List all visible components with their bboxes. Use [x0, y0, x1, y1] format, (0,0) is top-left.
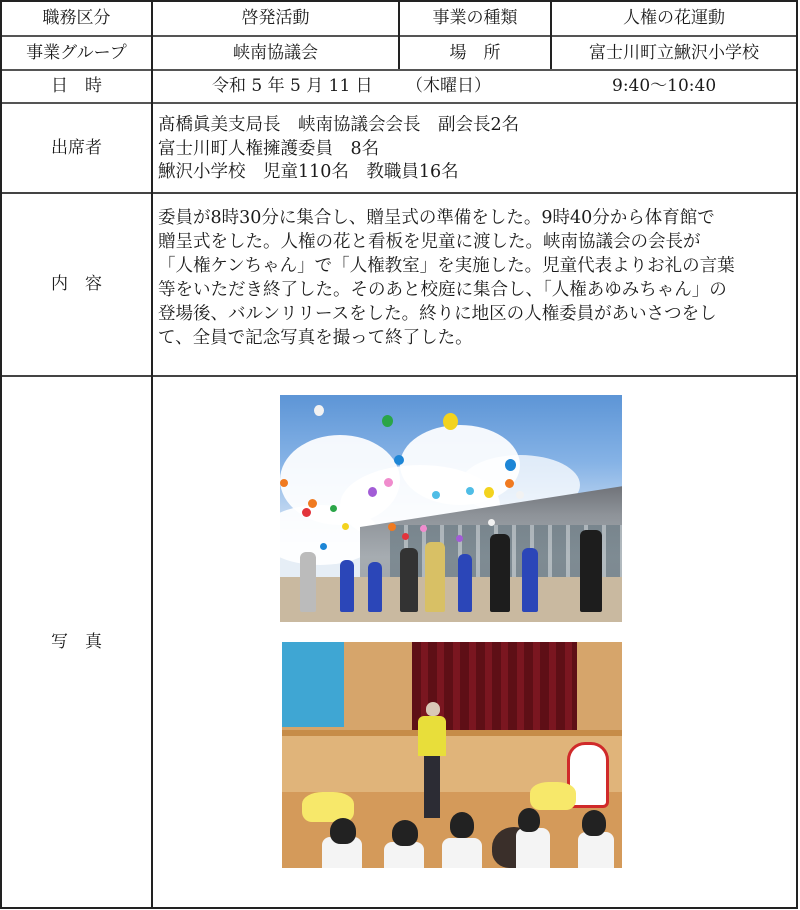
group-label: 事業グループ — [26, 42, 127, 63]
datetime-label: 日 時 — [51, 76, 102, 96]
photo-gym-stage — [282, 642, 622, 868]
attendee-line: 髙橋眞美支局長 峡南協議会会長 副会長2名 — [158, 115, 520, 135]
attendees-label: 出席者 — [51, 137, 102, 158]
attendee-line: 鰍沢小学校 児童110名 教職員16名 — [158, 162, 459, 182]
group-value: 峡南協議会 — [233, 42, 318, 63]
content-line: 等をいただき終了した。そのあと校庭に集合し、「人権あゆみちゃん」の — [158, 280, 727, 300]
time-value: 9:40～10:40 — [612, 76, 717, 96]
date-value: 令和 5 年 5 月 11 日 — [212, 76, 373, 96]
photos-label: 写 真 — [51, 631, 102, 652]
attendee-line: 富士川町人権擁護委員 8名 — [158, 138, 380, 159]
category-value: 啓発活動 — [241, 8, 310, 28]
project-type-value: 人権の花運動 — [623, 8, 725, 28]
category-label: 職務区分 — [42, 8, 111, 28]
content-line: 登場後、バルンリリースをした。終りに地区の人権委員があいさつをし — [158, 304, 717, 324]
photo-balloon-release — [280, 395, 622, 622]
content-line: 「人権ケンちゃん」で「人権教室」を実施した。児童代表よりお礼の言葉 — [158, 256, 735, 276]
weekday-value: （木曜日） — [406, 76, 491, 96]
content-line: 贈呈式をした。人権の花と看板を児童に渡した。峡南協議会の会長が — [158, 232, 701, 252]
content-label: 内 容 — [51, 274, 102, 294]
project-type-label: 事業の種類 — [432, 8, 518, 28]
attendees-list — [158, 114, 519, 185]
label-column-divider — [151, 2, 153, 907]
location-label: 場 所 — [449, 42, 501, 63]
content-line: て、全員で記念写真を撮って終了した。 — [158, 328, 473, 348]
content-text — [158, 206, 735, 350]
location-value: 富士川町立鰍沢小学校 — [589, 42, 759, 63]
content-line: 委員が8時30分に集合し、贈呈式の準備をした。9時40分から体育館で — [158, 208, 715, 228]
